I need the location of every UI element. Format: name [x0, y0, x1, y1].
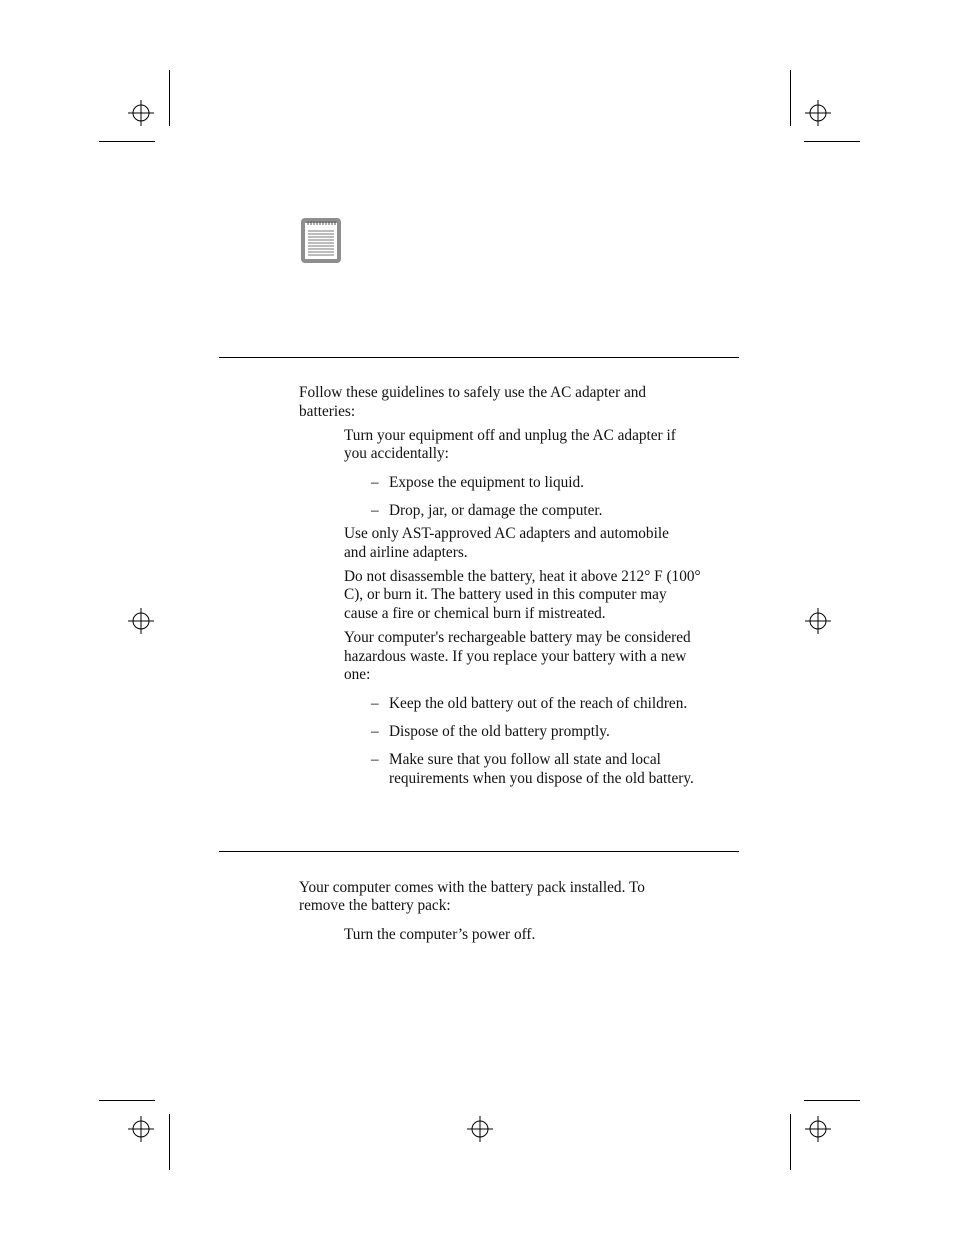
- section2-intro-line-2: remove the battery pack:: [299, 897, 451, 914]
- guideline-1-sub-1: Expose the equipment to liquid.: [389, 474, 585, 491]
- registration-mark-bottom-right-icon: [805, 1116, 831, 1142]
- list-dash: –: [371, 695, 379, 712]
- guideline-3-line-2: C), or burn it. The battery used in this computer may: [344, 586, 667, 603]
- guideline-4-sub-3-line-1: Make sure that you follow all state and local: [389, 751, 661, 768]
- section-rule-2: [219, 851, 739, 852]
- list-dash: –: [371, 723, 379, 740]
- crop-mark-top-left-horizontal: [99, 141, 155, 142]
- guideline-4-line-1: Your computer's rechargeable battery may be considered: [344, 629, 691, 646]
- guideline-4-line-2: hazardous waste. If you replace your battery with a new: [344, 648, 687, 665]
- guideline-2-line-2: and airline adapters.: [344, 544, 468, 561]
- section1-intro-line-1: Follow these guidelines to safely use the AC adapter and: [299, 384, 647, 401]
- registration-mark-bottom-left-icon: [128, 1116, 154, 1142]
- guideline-4-sub-2: Dispose of the old battery promptly.: [389, 723, 610, 740]
- guideline-1-sub-2: Drop, jar, or damage the computer.: [389, 502, 603, 519]
- list-dash: –: [371, 474, 379, 491]
- removal-step-1: Turn the computer’s power off.: [344, 926, 536, 943]
- guideline-3-line-1: Do not disassemble the battery, heat it above 212° F (100°: [344, 568, 701, 585]
- registration-mark-middle-right-icon: [805, 608, 831, 634]
- guideline-3-line-3: cause a fire or chemical burn if mistreated.: [344, 605, 606, 622]
- list-dash: –: [371, 502, 379, 519]
- guideline-4-sub-3-line-2: requirements when you dispose of the old battery.: [389, 770, 694, 787]
- section1-intro-line-2: batteries:: [299, 403, 356, 420]
- crop-mark-top-right-horizontal: [804, 141, 860, 142]
- registration-mark-bottom-center-icon: [467, 1116, 493, 1142]
- list-dash: –: [371, 751, 379, 768]
- crop-mark-bottom-left-horizontal: [99, 1100, 155, 1101]
- registration-mark-top-right-icon: [805, 100, 831, 126]
- crop-mark-top-right-vertical: [790, 70, 791, 126]
- section-rule-1: [219, 357, 739, 358]
- guideline-4-sub-1: Keep the old battery out of the reach of children.: [389, 695, 688, 712]
- crop-mark-bottom-left-vertical: [169, 1114, 170, 1170]
- crop-mark-bottom-right-vertical: [790, 1114, 791, 1170]
- guideline-1-line-2: you accidentally:: [344, 445, 449, 462]
- notepad-icon: [300, 217, 342, 264]
- guideline-1-line-1: Turn your equipment off and unplug the AC adapter if: [344, 427, 676, 444]
- registration-mark-top-left-icon: [128, 100, 154, 126]
- registration-mark-middle-left-icon: [128, 608, 154, 634]
- guideline-4-line-3: one:: [344, 666, 371, 683]
- section2-intro-line-1: Your computer comes with the battery pack installed. To: [299, 879, 645, 896]
- crop-mark-top-left-vertical: [169, 70, 170, 126]
- guideline-2-line-1: Use only AST-approved AC adapters and automobile: [344, 525, 669, 542]
- crop-mark-bottom-right-horizontal: [804, 1100, 860, 1101]
